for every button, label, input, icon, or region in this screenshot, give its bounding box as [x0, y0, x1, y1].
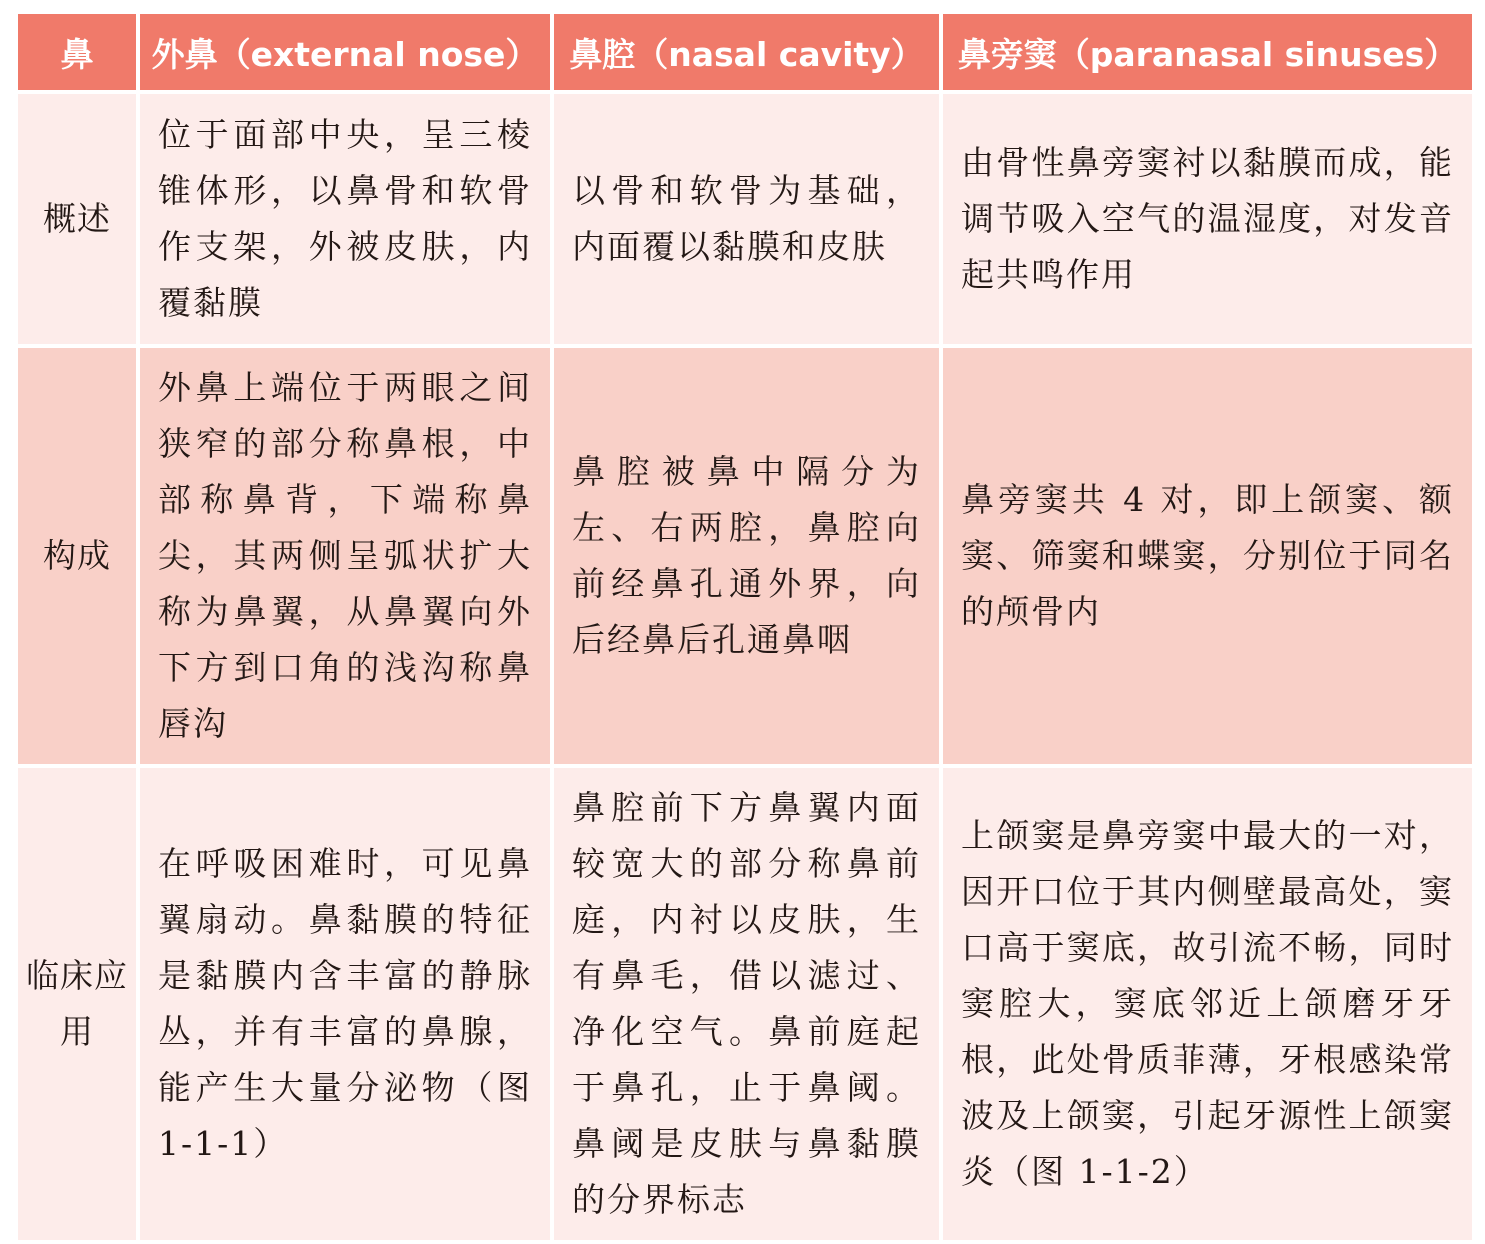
row-label: 临床应用 — [18, 768, 136, 1240]
table-cell: 外鼻上端位于两眼之间狭窄的部分称鼻根，中部称鼻背，下端称鼻尖，其两侧呈弧状扩大称为鼻翼，从鼻翼向外下方到口角的浅沟称鼻唇沟 — [140, 348, 550, 764]
table-cell: 鼻旁窦共 4 对，即上颌窦、额窦、筛窦和蝶窦，分别位于同名的颅骨内 — [943, 348, 1472, 764]
table-cell: 以骨和软骨为基础，内面覆以黏膜和皮肤 — [554, 94, 939, 344]
table-cell: 由骨性鼻旁窦衬以黏膜而成，能调节吸入空气的温湿度，对发音起共鸣作用 — [943, 94, 1472, 344]
table-cell: 鼻腔前下方鼻翼内面较宽大的部分称鼻前庭，内衬以皮肤，生有鼻毛，借以滤过、净化空气。鼻前庭起于鼻孔，止于鼻阈。鼻阈是皮肤与鼻黏膜的分界标志 — [554, 768, 939, 1240]
table-cell: 在呼吸困难时，可见鼻翼扇动。鼻黏膜的特征是黏膜内含丰富的静脉丛，并有丰富的鼻腺，能产生大量分泌物（图 1-1-1） — [140, 768, 550, 1240]
table-row-overview — [18, 94, 1472, 344]
table-cell: 位于面部中央，呈三棱锥体形，以鼻骨和软骨作支架，外被皮肤，内覆黏膜 — [140, 94, 550, 344]
nose-anatomy-table — [18, 14, 1468, 1240]
row-label: 概述 — [18, 94, 136, 344]
table-row-clinical-application — [18, 768, 1472, 1240]
header-cell-nasal-cavity: 鼻腔（nasal cavity） — [554, 14, 939, 90]
table-cell: 鼻腔被鼻中隔分为左、右两腔，鼻腔向前经鼻孔通外界，向后经鼻后孔通鼻咽 — [554, 348, 939, 764]
header-cell-nose: 鼻 — [18, 14, 136, 90]
header-cell-paranasal-sinuses: 鼻旁窦（paranasal sinuses） — [943, 14, 1472, 90]
table-row-composition — [18, 348, 1472, 764]
table — [14, 10, 1476, 1244]
header-row — [18, 14, 1472, 90]
row-label: 构成 — [18, 348, 136, 764]
table-cell: 上颌窦是鼻旁窦中最大的一对，因开口位于其内侧壁最高处，窦口高于窦底，故引流不畅，同时窦腔大，窦底邻近上颌磨牙牙根，此处骨质菲薄，牙根感染常波及上颌窦，引起牙源性上颌窦炎（图 1-1-2） — [943, 768, 1472, 1240]
header-cell-external-nose: 外鼻（external nose） — [140, 14, 550, 90]
